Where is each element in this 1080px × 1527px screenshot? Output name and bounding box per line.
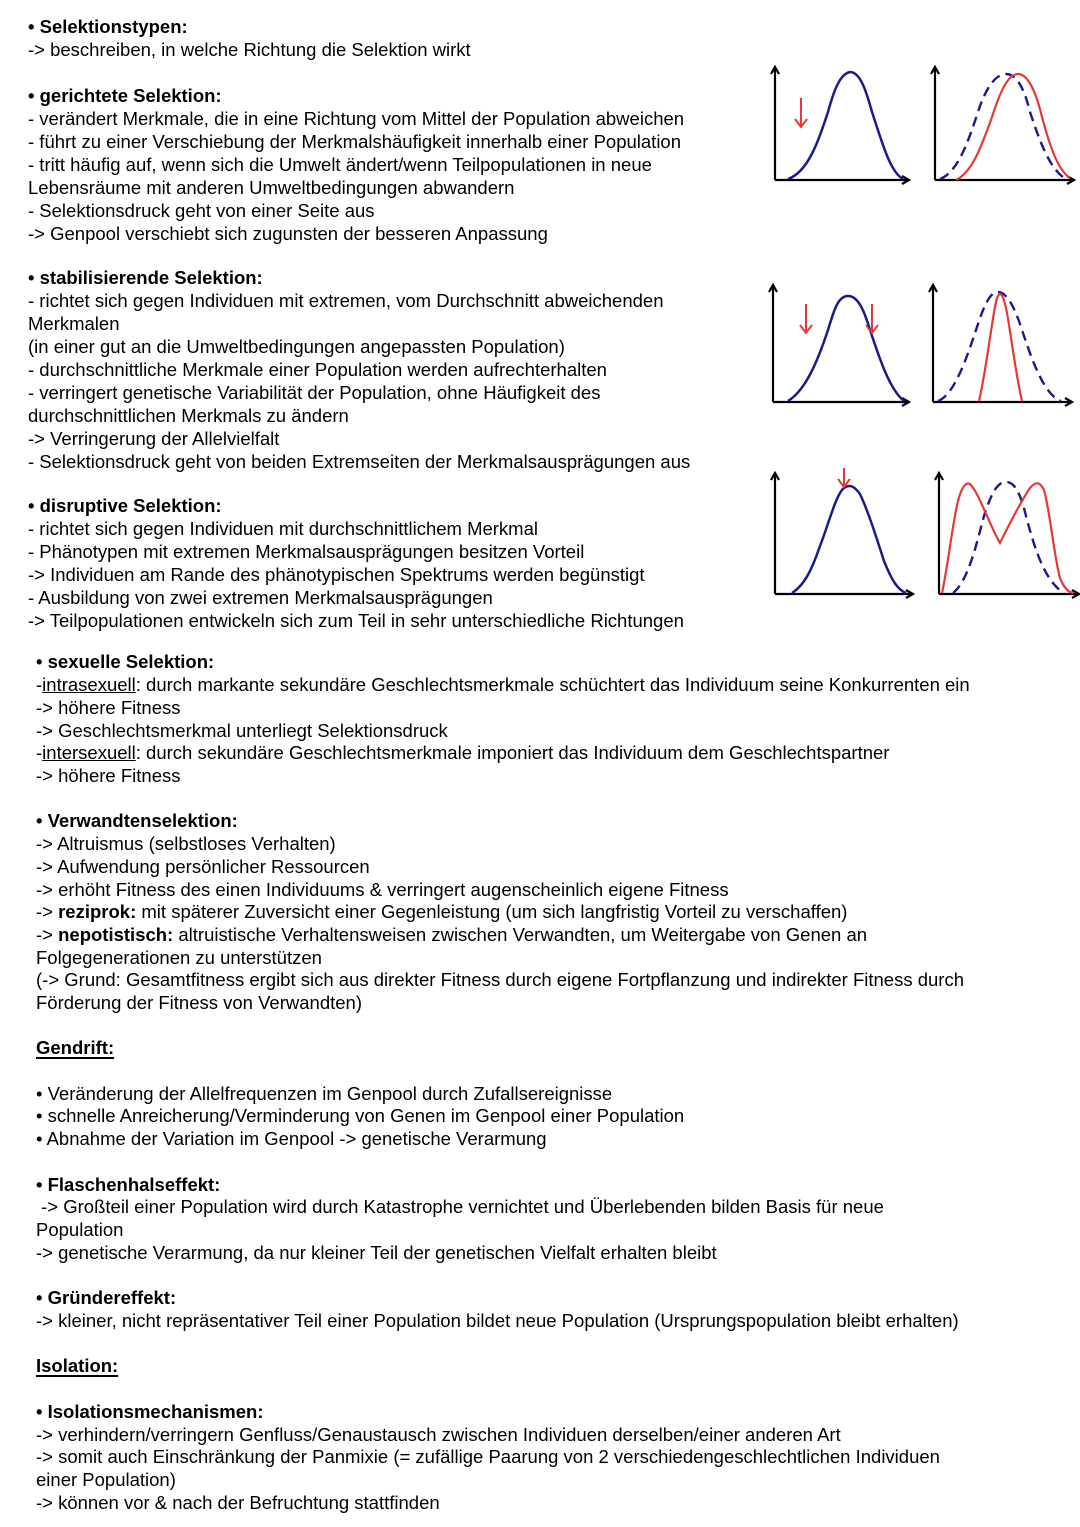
text-line: (in einer gut an die Umweltbedingungen angepassten Population) — [28, 336, 565, 357]
text-line: - Selektionsdruck geht von beiden Extremseiten der Merkmalsausprägungen aus — [28, 451, 691, 472]
text-line: - richtet sich gegen Individuen mit extremen, vom Durchschnitt abweichenden — [28, 290, 664, 311]
text-line: -> höhere Fitness — [36, 697, 181, 718]
text-line: -> Teilpopulationen entwickeln sich zum Teil in sehr unterschiedliche Richtungen — [28, 610, 684, 631]
text-line: - richtet sich gegen Individuen mit durchschnittlichem Merkmal — [28, 518, 538, 539]
text-line: -> Genpool verschiebt sich zugunsten der besseren Anpassung — [28, 223, 548, 244]
arrow-prefix: -> — [36, 901, 59, 922]
text-line: - Ausbildung von zwei extremen Merkmalsausprägungen — [28, 587, 493, 608]
diagram-gerichtete-selektion — [768, 62, 1080, 186]
heading-verwandtenselektion: • Verwandtenselektion: — [36, 810, 238, 831]
heading-sexuelle-selektion: • sexuelle Selektion: — [36, 651, 215, 672]
diagram-stabilisierende-selektion — [766, 280, 1080, 408]
text-line-reziprok — [36, 900, 847, 923]
text-line: -> Individuen am Rande des phänotypischen Spektrums werden begünstigt — [28, 564, 645, 585]
text-line: -> Altruismus (selbstloses Verhalten) — [36, 833, 336, 854]
text-line-intersexuell — [36, 741, 889, 764]
arrow-prefix: -> — [36, 924, 59, 945]
text-line: Förderung der Fitness von Verwandten) — [36, 992, 362, 1013]
heading-isolationsmechanismen: • Isolationsmechanismen: — [36, 1401, 264, 1422]
heading-flaschenhalseffekt: • Flaschenhalseffekt: — [36, 1174, 221, 1195]
heading-disruptive-selektion: • disruptive Selektion: — [28, 495, 222, 516]
text-line: - tritt häufig auf, wenn sich die Umwelt ändert/wenn Teilpopulationen in neue — [28, 154, 652, 175]
text-line: • Veränderung der Allelfrequenzen im Genpool durch Zufallsereignisse — [36, 1083, 613, 1104]
dash: - — [36, 742, 43, 763]
text-line: Merkmalen — [28, 313, 120, 334]
text-line: (-> Grund: Gesamtfitness ergibt sich aus direkter Fitness durch eigene Fortpflanzung und indirekter Fitness durch — [36, 969, 965, 990]
text-line: - Selektionsdruck geht von einer Seite aus — [28, 200, 375, 221]
text-line-nepotistisch — [36, 923, 867, 946]
definition: : durch sekundäre Geschlechtsmerkmale imponiert das Individuum dem Geschlechtspartner — [135, 742, 890, 763]
term-intrasexuell: intrasexuell — [42, 674, 136, 695]
text-line: - führt zu einer Verschiebung der Merkmalshäufigkeit innerhalb einer Population — [28, 131, 682, 152]
text-line-intrasexuell — [36, 673, 970, 696]
heading-gerichtete-selektion: • gerichtete Selektion: — [28, 85, 222, 106]
text-line: • Abnahme der Variation im Genpool -> genetische Verarmung — [36, 1128, 547, 1149]
text-line: -> Geschlechtsmerkmal unterliegt Selektionsdruck — [36, 720, 448, 741]
definition: mit späterer Zuversicht einer Gegenleistung (um sich langfristig Vorteil zu verschaffen) — [136, 901, 848, 922]
heading-isolation: Isolation: — [36, 1355, 119, 1376]
heading-gendrift: Gendrift: — [36, 1037, 115, 1058]
text-line: -> somit auch Einschränkung der Panmixie (= zufällige Paarung von 2 verschiedengeschlechtlichen Individuen — [36, 1446, 940, 1467]
heading-selektionstypen: • Selektionstypen: — [28, 16, 188, 37]
text-line: Population — [36, 1219, 124, 1240]
text-line: - Phänotypen mit extremen Merkmalsausprägungen besitzen Vorteil — [28, 541, 585, 562]
text-line: -> Aufwendung persönlicher Ressourcen — [36, 856, 370, 877]
text-line: einer Population) — [36, 1469, 176, 1490]
text-line: -> Großteil einer Population wird durch Katastrophe vernichtet und Überlebenden bilden Basis für neue — [36, 1196, 884, 1217]
text-line: - verringert genetische Variabilität der Population, ohne Häufigkeit des — [28, 382, 601, 403]
diagram-disruptive-selektion — [768, 466, 1080, 600]
text-line: Folgegenerationen zu unterstützen — [36, 947, 322, 968]
text-line: -> höhere Fitness — [36, 765, 181, 786]
term-nepotistisch: nepotistisch: — [58, 924, 174, 945]
text-line: • schnelle Anreicherung/Verminderung von Genen im Genpool einer Population — [36, 1105, 685, 1126]
term-reziprok: reziprok: — [58, 901, 137, 922]
text-line: -> können vor & nach der Befruchtung stattfinden — [36, 1492, 440, 1513]
definition: altruistische Verhaltensweisen zwischen Verwandten, um Weitergabe von Genen an — [173, 924, 868, 945]
text-line: - durchschnittliche Merkmale einer Population werden aufrechterhalten — [28, 359, 607, 380]
text-line: Lebensräume mit anderen Umweltbedingungen abwandern — [28, 177, 515, 198]
heading-gruendereffekt: • Gründereffekt: — [36, 1287, 177, 1308]
dash: - — [36, 674, 43, 695]
text-line: -> Verringerung der Allelvielfalt — [28, 428, 280, 449]
text-line: durchschnittlichen Merkmals zu ändern — [28, 405, 349, 426]
text-line: -> beschreiben, in welche Richtung die Selektion wirkt — [28, 39, 471, 60]
text-line: -> genetische Verarmung, da nur kleiner Teil der genetischen Vielfalt erhalten bleibt — [36, 1242, 717, 1263]
text-line: -> erhöht Fitness des einen Individuums & verringert augenscheinlich eigene Fitness — [36, 879, 729, 900]
text-line: -> verhindern/verringern Genfluss/Genaustausch zwischen Individuen derselben/einer anderen Art — [36, 1424, 841, 1445]
text-line: -> kleiner, nicht repräsentativer Teil einer Population bildet neue Population (Ursprungspopulation bleibt erhalten) — [36, 1310, 959, 1331]
definition: : durch markante sekundäre Geschlechtsmerkmale schüchtert das Individuum seine Konkurrenten ein — [135, 674, 970, 695]
heading-stabilisierende-selektion: • stabilisierende Selektion: — [28, 267, 263, 288]
text-line: - verändert Merkmale, die in eine Richtung vom Mittel der Population abweichen — [28, 108, 685, 129]
term-intersexuell: intersexuell — [42, 742, 136, 763]
